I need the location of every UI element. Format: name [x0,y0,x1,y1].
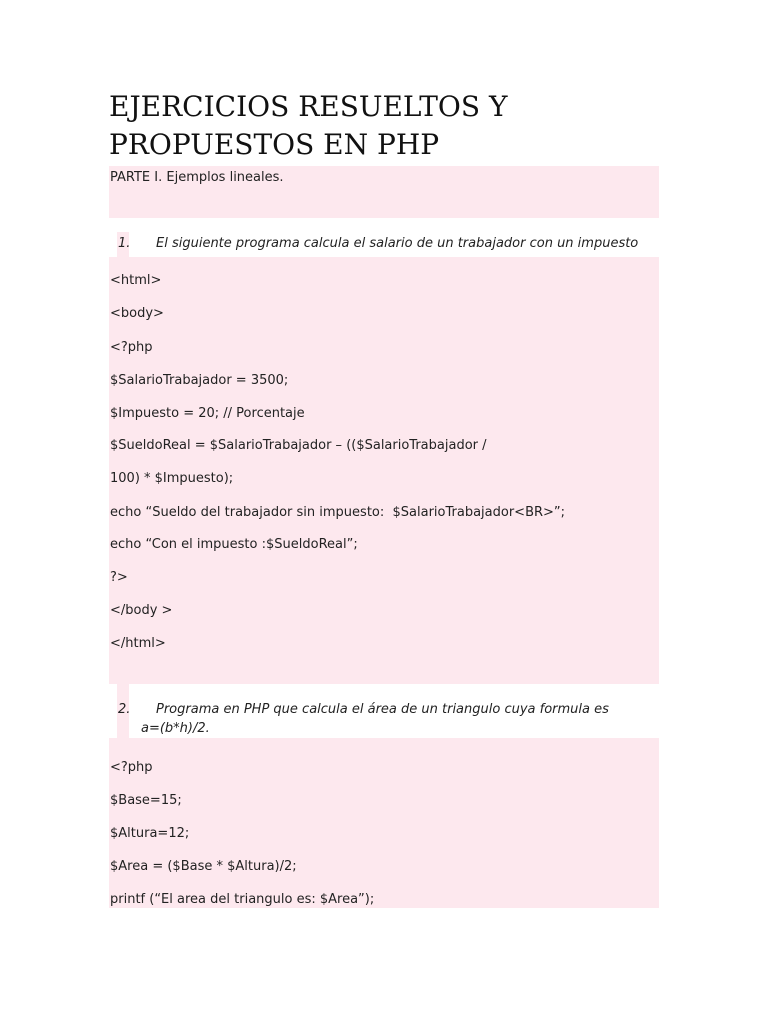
title-line-1: EJERCICIOS RESUELTOS Y [109,90,508,123]
part-heading: PARTE I. Ejemplos lineales. [110,170,284,185]
code-line: printf (“El area del triangulo es: $Area”); [110,892,375,907]
exercise-text: Programa en PHP que calcula el área de un triangulo cuya formula es [156,702,609,717]
exercise-text-continued: a=(b*h)/2. [141,721,210,736]
code-line: $Area = ($Base * $Altura)/2; [110,859,297,874]
highlight-block [109,738,659,908]
code-line: $SueldoReal = $SalarioTrabajador – (($SalarioTrabajador / [110,438,487,453]
code-line: echo “Sueldo del trabajador sin impuesto: $SalarioTrabajador<BR>”; [110,505,566,520]
code-line: <html> [110,273,162,288]
document-title [109,88,669,164]
code-line: $SalarioTrabajador = 3500; [110,373,289,388]
code-line: ?> [110,570,128,585]
code-line: $Altura=12; [110,826,190,841]
exercise-number: 1. [118,236,131,251]
code-line: </body > [110,603,173,618]
exercise-number: 2. [118,702,131,717]
code-line: </html> [110,636,166,651]
code-line: <?php [110,760,153,775]
code-line: $Base=15; [110,793,182,808]
code-line: $Impuesto = 20; // Porcentaje [110,406,305,421]
code-line: 100) * $Impuesto); [110,471,234,486]
exercise-text: El siguiente programa calcula el salario de un trabajador con un impuesto [156,236,639,251]
code-line: <body> [110,306,164,321]
code-line: echo “Con el impuesto :$SueldoReal”; [110,537,358,552]
title-line-2: PROPUESTOS EN PHP [109,128,440,161]
code-line: <?php [110,340,153,355]
